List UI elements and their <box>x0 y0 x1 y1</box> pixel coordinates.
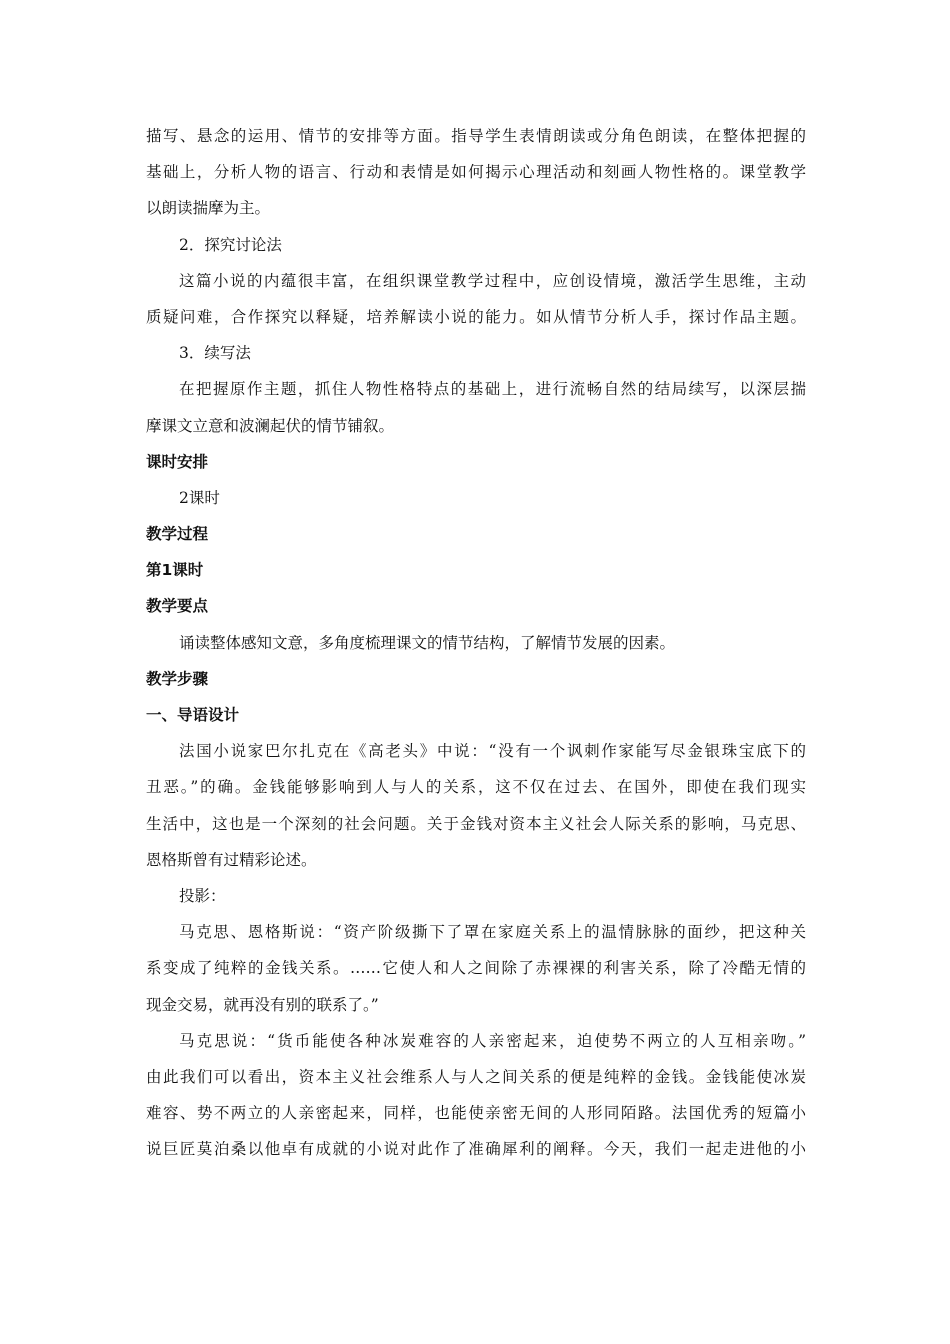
paragraph-line: 难容、势不两立的人亲密起来，同样，也能使亲密无间的人形同陌路。法国优秀的短篇小 <box>146 1104 806 1123</box>
paragraph-line: 这篇小说的内蕴很丰富，在组织课堂教学过程中，应创设情境，激活学生思维，主动 <box>179 271 806 290</box>
paragraph-line: 法国小说家巴尔扎克在《高老头》中说：“没有一个讽刺作家能写尽金银珠宝底下的 <box>179 742 806 761</box>
paragraph-line: 系变成了纯粹的金钱关系。……它使人和人之间除了赤裸裸的利害关系，除了冷酷无情的 <box>146 959 806 978</box>
paragraph-line: 描写、悬念的运用、情节的安排等方面。指导学生表情朗读或分角色朗读，在整体把握的 <box>146 127 806 145</box>
paragraph-line: 丑恶。”的确。金钱能够影响到人与人的关系，这不仅在过去、在国外，即使在我们现实 <box>146 778 806 797</box>
paragraph-line: 在把握原作主题，抓住人物性格特点的基础上，进行流畅自然的结局续写，以深层揣 <box>179 380 806 399</box>
method-subheading: 2．探究讨论法 <box>179 235 282 254</box>
paragraph-line: 2课时 <box>179 488 220 507</box>
paragraph-line: 投影： <box>179 886 226 905</box>
section-heading: 教学要点 <box>146 597 209 616</box>
paragraph-line: 质疑问难，合作探究以释疑，培养解读小说的能力。如从情节分析人手，探讨作品主题。 <box>146 307 806 326</box>
paragraph-line: 现金交易，就再没有别的联系了。” <box>146 995 379 1014</box>
paragraph-line: 摩课文立意和波澜起伏的情节铺叙。 <box>146 416 395 435</box>
section-heading: 课时安排 <box>146 452 209 471</box>
section-heading: 教学过程 <box>146 525 209 544</box>
method-subheading: 3．续写法 <box>179 344 251 363</box>
section-heading: 第1课时 <box>146 561 204 580</box>
paragraph-line: 诵读整体感知文意，多角度梳理课文的情节结构，了解情节发展的因素。 <box>179 633 676 652</box>
section-heading: 教学步骤 <box>146 669 209 688</box>
paragraph-line: 生活中，这也是一个深刻的社会问题。关于金钱对资本主义社会人际关系的影响，马克思、 <box>146 814 806 833</box>
paragraph-line: 马克思、恩格斯说：“资产阶级撕下了罩在家庭关系上的温情脉脉的面纱，把这种关 <box>179 923 806 942</box>
paragraph-line: 基础上，分析人物的语言、行动和表情是如何揭示心理活动和刻画人物性格的。课堂教学 <box>146 163 806 182</box>
paragraph-line: 马克思说：“货币能使各种冰炭难容的人亲密起来，迫使势不两立的人互相亲吻。” <box>179 1031 806 1050</box>
paragraph-line: 以朗读揣摩为主。 <box>146 199 271 218</box>
paragraph-line: 说巨匠莫泊桑以他卓有成就的小说对此作了准确犀利的阐释。今天，我们一起走进他的小 <box>146 1140 806 1159</box>
paragraph-line: 恩格斯曾有过精彩论述。 <box>146 850 317 869</box>
paragraph-line: 由此我们可以看出，资本主义社会维系人与人之间关系的便是纯粹的金钱。金钱能使冰炭 <box>146 1067 806 1086</box>
document-body <box>146 118 806 1167</box>
section-heading: 一、导语设计 <box>146 706 240 724</box>
